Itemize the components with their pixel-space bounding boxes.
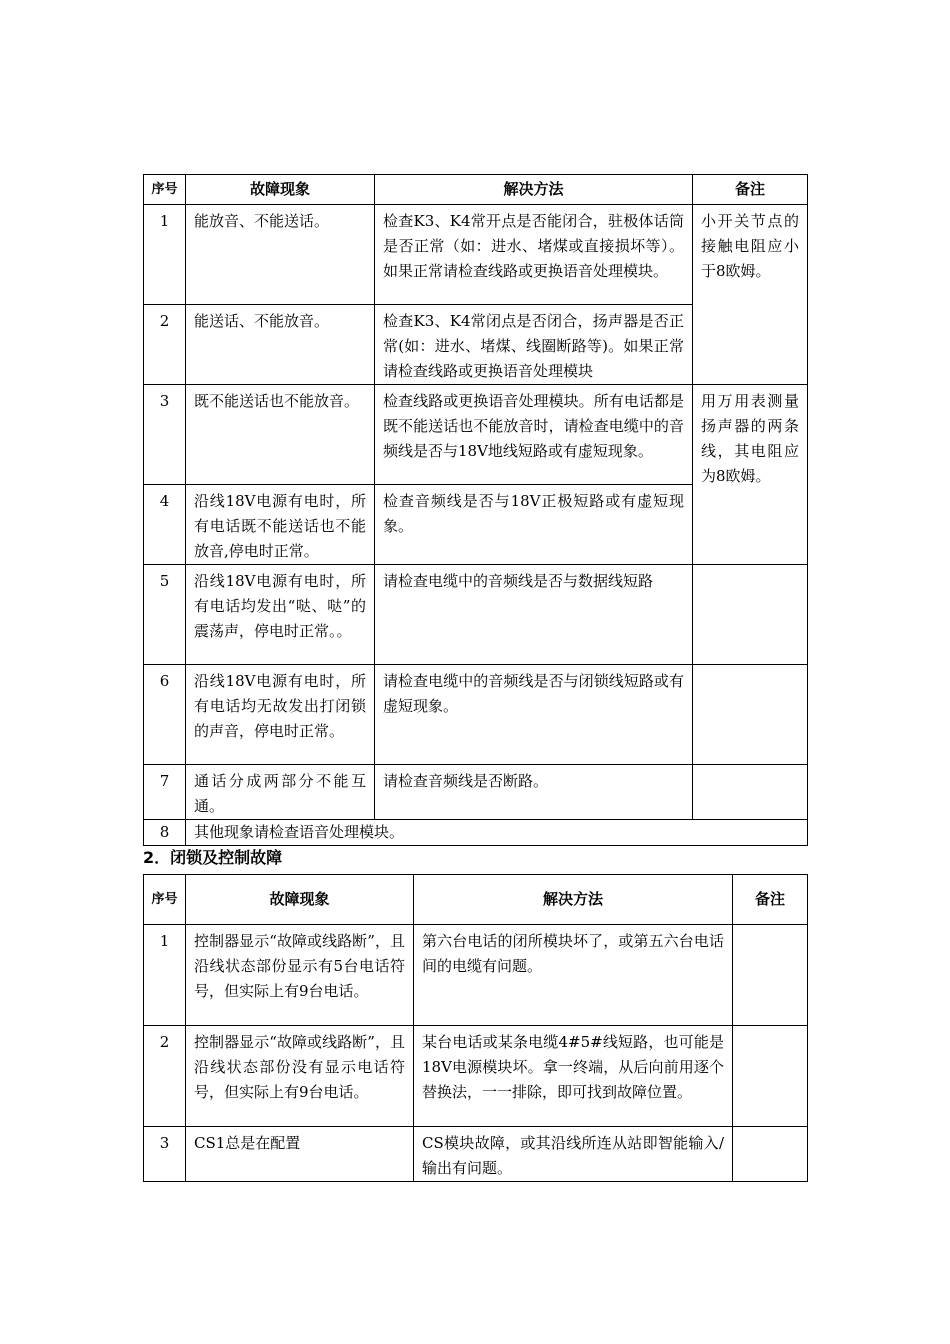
row-solution: 第六台电话的闭所模块坏了，或第五六台电话间的电缆有问题。 [414,925,733,1026]
header-no: 序号 [144,875,186,925]
row-symptom: CS1总是在配置 [186,1127,414,1182]
row-symptom: 沿线18V电源有电时，所有电话均发出“哒、哒”的震荡声，停电时正常。。 [186,565,375,665]
row-note [693,665,808,765]
row-symptom: 能放音、不能送话。 [186,205,375,305]
header-no: 序号 [144,175,186,205]
header-note: 备注 [693,175,808,205]
header-solution: 解决方法 [414,875,733,925]
row-no: 7 [144,765,186,820]
table-row [144,765,808,820]
row-note [733,925,808,1026]
row-solution: CS模块故障，或其沿线所连从站即智能输入/输出有问题。 [414,1127,733,1182]
row-symptom: 既不能送话也不能放音。 [186,385,375,485]
header-symptom: 故障现象 [186,175,375,205]
row-no: 3 [144,385,186,485]
table-row [144,1127,808,1182]
row-symptom: 沿线18V电源有电时，所有电话均无故发出打闭锁的声音，停电时正常。 [186,665,375,765]
row-note [733,1026,808,1127]
row-solution: 检查线路或更换语音处理模块。所有电话都是既不能送话也不能放音时，请检查电缆中的音频线是否与18V地线短路或有虚短现象。 [375,385,693,485]
row-no: 6 [144,665,186,765]
table-header-row [144,175,808,205]
row-symptom: 通话分成两部分不能互通。 [186,765,375,820]
row-note: 用万用表测量扬声器的两条线，其电阻应为8欧姆。 [693,385,808,565]
row-symptom: 其他现象请检查语音处理模块。 [186,820,808,846]
table-row [144,565,808,665]
row-solution: 某台电话或某条电缆4#5#线短路，也可能是18V电源模块坏。拿一终端，从后向前用逐个替换法，一一排除，即可找到故障位置。 [414,1026,733,1127]
row-no: 2 [144,1026,186,1127]
row-symptom: 控制器显示“故障或线路断”，且沿线状态部份没有显示电话符号，但实际上有9台电话。 [186,1026,414,1127]
header-symptom: 故障现象 [186,875,414,925]
fault-table-lock-control [143,874,808,1182]
table-row [144,1026,808,1127]
row-symptom: 能送话、不能放音。 [186,305,375,385]
row-solution: 检查K3、K4常开点是否能闭合，驻极体话筒是否正常（如：进水、堵煤或直接损坏等）。如果正常请检查线路或更换语音处理模块。 [375,205,693,305]
row-no: 3 [144,1127,186,1182]
header-note: 备注 [733,875,808,925]
row-solution: 检查K3、K4常闭点是否闭合，扬声器是否正常(如：进水、堵煤、线圈断路等)。如果正常请检查线路或更换语音处理模块 [375,305,693,385]
row-note [693,565,808,665]
row-no: 2 [144,305,186,385]
table-row [144,665,808,765]
table-row [144,385,808,485]
row-note: 小开关节点的接触电阻应小于8欧姆。 [693,205,808,385]
row-symptom: 控制器显示“故障或线路断”，且沿线状态部份显示有5台电话符号，但实际上有9台电话。 [186,925,414,1026]
row-no: 5 [144,565,186,665]
section-title: 2．闭锁及控制故障 [143,848,283,867]
row-no: 1 [144,205,186,305]
header-solution: 解决方法 [375,175,693,205]
fault-table-voice [143,174,808,846]
table-row [144,925,808,1026]
table-row [144,205,808,305]
row-note [693,765,808,820]
row-no: 1 [144,925,186,1026]
row-no: 8 [144,820,186,846]
table-row [144,820,808,846]
row-no: 4 [144,485,186,565]
row-symptom: 沿线18V电源有电时，所有电话既不能送话也不能放音,停电时正常。 [186,485,375,565]
row-solution: 请检查电缆中的音频线是否与数据线短路 [375,565,693,665]
row-note [733,1127,808,1182]
table-header-row [144,875,808,925]
row-solution: 请检查电缆中的音频线是否与闭锁线短路或有虚短现象。 [375,665,693,765]
row-solution: 请检查音频线是否断路。 [375,765,693,820]
row-solution: 检查音频线是否与18V正极短路或有虚短现象。 [375,485,693,565]
